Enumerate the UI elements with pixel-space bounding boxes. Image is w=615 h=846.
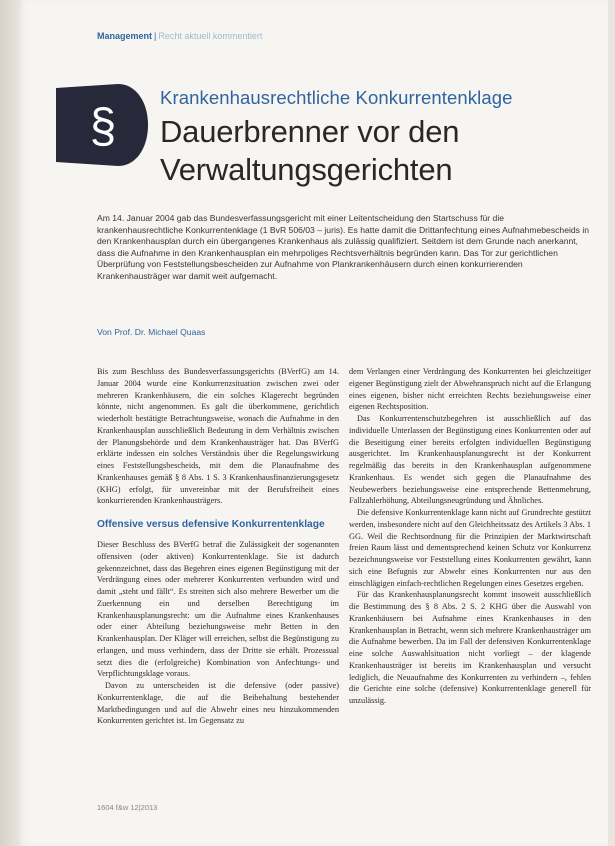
body-paragraph: Für das Krankenhausplanungsrecht kommt insoweit ausschließlich die Bestimmung des § 8 Abs. 2 S. 2 KHG über die Auswahl von Krankenhäusern bei Aufnahme eines Krankenhauses in den Krankenhausplan in Betracht, wenn sich mehrere Krankenhausträger um die Aufnahme bewerben. Da im Fall der defensiven Konkurrentenklage eine solche Auswahlsituation nicht vorliegt – der klagende Krankenhausträger ist bereits im Krankenhausplan und versucht lediglich, die Neuaufnahme des Konkurrenten zu verhindern –, fehlen die Gerichte eine solche (defensive) Konkurrentenklage generell für unzulässig. xyxy=(349,590,591,705)
section-label: Management xyxy=(97,31,153,41)
article-supertitle: Krankenhausrechtliche Konkurrentenklage xyxy=(160,87,513,108)
article-lead: Am 14. Januar 2004 gab das Bundesverfassungsgericht mit einer Leitentscheidung den Startschuss für die krankenhausrechtliche Konkurrentenklage (1 BvR 506/03 – juris). Es hatte damit die Drittanfechtung eines Aufnahmebescheids in den Krankenhausplan durch ein übergangenes Krankenhaus als zulässig qualifiziert. Seitdem ist dem Grunde nach anerkannt, dass die Aufnahme in den Krankenhausplan ein mehrpoliges Rechtsverhältnis begründen kann. Das Tor zur gerichtlichen Überprüfung von Feststellungsbescheiden zur Aufnahme von Plankrankenhäusern durch einen konkurrierenden Krankenhausträger war damit weit aufgemacht. xyxy=(97,213,590,281)
paragraph-symbol: § xyxy=(89,100,117,153)
body-paragraph: dem Verlangen einer Verdrängung des Konkurrenten bei gleichzeitiger eigener Begünstigung zielt der Abwehranspruch nicht auf die Erlangung eines eigenen, bisher nicht erreichten Rechts beziehungsweise einer eigenen Rechtsposition. xyxy=(349,367,591,412)
section-heading: Offensive versus defensive Konkurrentenklage xyxy=(97,519,325,530)
body-paragraph: Bis zum Beschluss des Bundesverfassungsgerichts (BVerfG) am 14. Januar 2004 wurde eine Konkurrenzsituation zwischen zwei oder mehreren Krankenhäusern, die ein solches Klagerecht begründen könnte, nicht angenommen. Es galt die überkommene, gerichtlich wiederholt bestätigte Betrachtungsweise, wonach die Aufnahme in den Krankenhausplan ausschließlich Bedeutung in dem Verhältnis zwischen der Planungsbehörde und dem Krankenhausträger hat. Das BVerfG erklärte indessen ein solches Verständnis über die Regelungswirkung eines Feststellungsbescheids, mit dem die Planaufnahme des Krankenhauses gemäß § 8 Abs. 1 S. 3 Krankenhausfinanzierungsgesetz (KHG) erfolgt, für unvereinbar mit der Berufsfreiheit eines konkurrierenden Krankenhausträgers. xyxy=(97,367,339,506)
article-title: Dauerbrenner vor den Verwaltungsgerichten xyxy=(160,114,460,187)
body-column-left xyxy=(97,366,339,727)
section-kicker xyxy=(97,31,262,41)
body-column-right xyxy=(349,366,591,707)
body-paragraph: Das Konkurrentenschutzbegehren ist ausschließlich auf das individuelle Unterlassen der Begünstigung eines Konkurrenten oder auf die Beseitigung einer bereits erfolgten individuellen Begünstigung ausgerichtet. Im Krankenhausplanungsrecht ist der Konkurrent regelmäßig das bereits in den Krankenhausplan aufgenommene Krankenhaus. Es wendet sich gegen die Planaufnahme des Neubewerbers beziehungsweise eine entsprechende Bettenmehrung, Fallzahlerhöhung, Abteilungsneugründung und Ähnliches. xyxy=(349,414,591,506)
subsection-label: Recht aktuell kommentiert xyxy=(158,31,263,41)
author-byline: Von Prof. Dr. Michael Quaas xyxy=(97,327,206,337)
body-paragraph: Davon zu unterscheiden ist die defensive (oder passive) Konkurrentenklage, die auf die Beibehaltung bestehender Marktbedingungen und auf die Abwehr eines neu hinzukommenden Konkurrenten gerichtet ist. Im Gegensatz zu xyxy=(97,681,339,726)
page-spine xyxy=(0,0,18,846)
section-separator: | xyxy=(154,31,157,41)
page-footer: 1604 f&w 12|2013 xyxy=(97,803,158,812)
body-paragraph: Dieser Beschluss des BVerfG betraf die Zulässigkeit der sogenannten offensiven (oder aktiven) Konkurrentenklage. Sie ist dadurch gekennzeichnet, dass das Begehren eines eigenen Begünstigung mit der Verdrängung eines oder mehrerer Konkurrenten verbunden wird und damit „steht und fällt“. Es streiten sich also mehrere Bewerber um die Zuerkennung ein und derselben Berechtigung im Krankenhausplanungsrecht: um die Aufnahme eines Krankenhauses oder einer Abteilung beziehungsweise mehr Betten in den Krankenhausplan. Der Kläger will erreichen, selbst die Begünstigung zu erlangen, und muss verhindern, dass der Dritte sie erhält. Prozessual setzt dies die (erfolgreiche) Kombination von Anfechtungs- und Verpflichtungsklage voraus. xyxy=(97,540,339,679)
paragraph-badge-icon xyxy=(56,84,150,166)
body-paragraph: Die defensive Konkurrentenklage kann nicht auf Grundrechte gestützt werden, insbesondere nicht auf den Gleichheitssatz des Artikels 3 Abs. 1 GG. Weil die Rechtsordnung für die Prinzipien der Marktwirtschaft freien Raum lässt und dementsprechend keinen Schutz vor Konkurrenz bezeichnungsweise vor Feststellung eines Konkurrenten gewährt, kann sich eine Befugnis zur Abwehr eines Konkurrenten nur aus den einschlägigen einfach-rechtlichen Regelungen eines Gesetzes ergeben. xyxy=(349,508,591,588)
